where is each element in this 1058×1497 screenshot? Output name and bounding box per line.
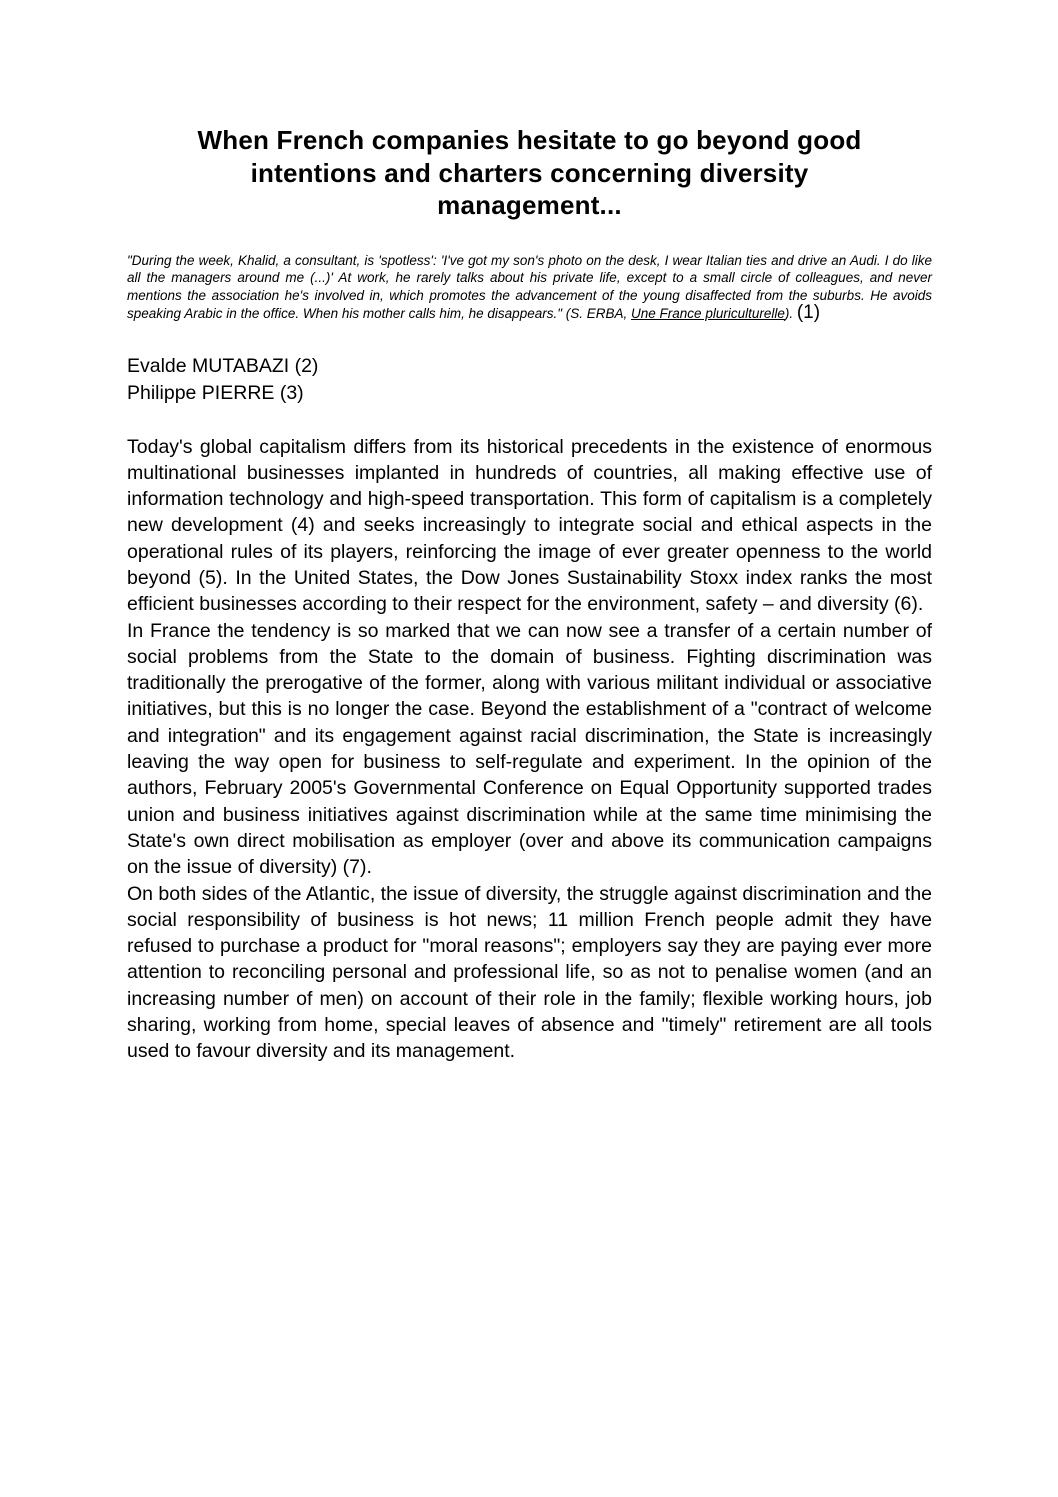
body-paragraph-3: On both sides of the Atlantic, the issue of diversity, the struggle against discrimination and the social responsibility of business is hot news; 11 million French people admit they have refused to purchase a product for "moral reasons"; employers say they are paying ever more attention to reconciling personal and professional life, so as not to penalise women (and an increasing number of men) on account of their role in the family; flexible working hours, job sharing, working from home, special leaves of absence and "timely" retirement are all tools used to favour diversity and its management. — [127, 882, 933, 1063]
article-body — [127, 434, 932, 1065]
author-block — [127, 353, 932, 407]
author-name-2: Philippe PIERRE (3) — [127, 381, 304, 404]
body-paragraph-2: In France the tendency is so marked that we can now see a transfer of a certain number of social problems from the State to the domain of business. Fighting discrimination was traditionally the prerogative of the former, along with various militant individual or associative initiatives, but this is no longer the case. Beyond the establishment of a "contract of welcome and integration" and its engagement against racial discrimination, the State is increasingly leaving the way open for business to self-regulate and experiment. In the opinion of the authors, February 2005's Governmental Conference on Equal Opportunity supported trades union and business initiatives against discrimination while at the same time minimising the State's own direct mobilisation as employer (over and above its communication campaigns on the issue of diversity) (7). — [127, 619, 932, 879]
body-paragraph-1: Today's global capitalism differs from its historical precedents in the existence of enormous multinational businesses implanted in hundreds of countries, all making effective use of information technology and high-speed transportation. This form of capitalism is a completely new development (4) and seeks increasingly to integrate social and ethical aspects in the operational rules of its players, reinforcing the image of ever greater openness to the world beyond (5). In the United States, the Dow Jones Sustainability Stoxx index ranks the most efficient businesses according to their respect for the environment, safety – and diversity (6). — [127, 435, 932, 616]
epigraph-closing: ). — [784, 306, 797, 321]
author-name-1: Evalde MUTABAZI (2) — [127, 354, 319, 377]
page-title — [127, 124, 932, 222]
epigraph-book-title: Une France pluriculturelle — [631, 306, 785, 321]
epigraph-quote — [127, 252, 932, 323]
footnote-marker-1: (1) — [796, 302, 821, 323]
title-line-2: intentions and charters concerning diversity — [250, 157, 809, 188]
title-line-3: management... — [437, 190, 622, 220]
epigraph-text: "During the week, Khalid, a consultant, is 'spotless': 'I've got my son's photo on the desk, I wear Italian ties and drive an Audi. I do like all the managers around me (...)' At work, he rarely talks about his private life, except to a small circle of colleagues, and never mentions the association he's involved in, which promotes the advancement of the young disaffected from the suburbs. He avoids speaking Arabic in the office. When his mother calls him, he disappears." (S. ERBA, — [127, 252, 932, 321]
title-line-1: When French companies hesitate to go beyond good — [197, 125, 862, 155]
